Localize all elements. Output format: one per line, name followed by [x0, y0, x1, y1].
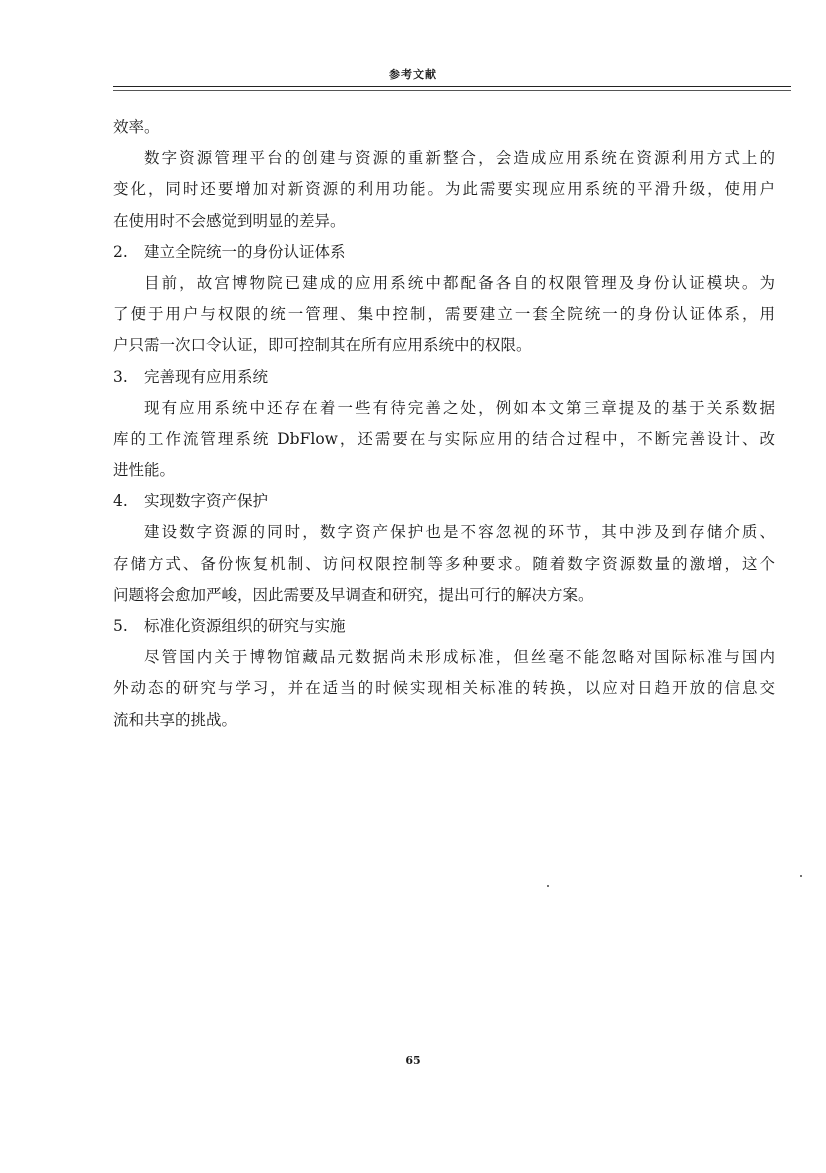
scan-speck: [800, 875, 802, 877]
running-header: 参考文献: [389, 68, 437, 81]
text-line: 问题将会愈加严峻，因此需要及早调查和研究，提出可行的解决方案。: [113, 585, 594, 604]
body-text: [113, 112, 775, 736]
text-line: 建设数字资源的同时，数字资产保护也是不容忽视的环节，其中涉及到存储介质、: [144, 523, 775, 542]
heading-text: 建立全院统一的身份认证体系: [144, 242, 346, 261]
scan-speck: [547, 885, 549, 887]
text-line: 尽管国内关于博物馆藏品元数据尚未形成标准，但丝毫不能忽略对国际标准与国内: [144, 648, 775, 667]
text-line: 流和共享的挑战。: [113, 710, 238, 729]
section-heading: [113, 362, 775, 393]
section-heading: [113, 611, 775, 642]
header-rule-thin: [113, 90, 791, 91]
header-rule: [113, 86, 791, 87]
heading-number: 2.: [113, 242, 128, 261]
text-line: 外动态的研究与学习，并在适当的时候实现相关标准的转换，以应对日趋开放的信息交: [113, 679, 775, 698]
text-line: 在使用时不会感觉到明显的差异。: [113, 211, 346, 230]
text-line: 数字资源管理平台的创建与资源的重新整合，会造成应用系统在资源利用方式上的: [144, 149, 775, 168]
heading-text: 标准化资源组织的研究与实施: [144, 617, 346, 635]
text-line: 进性能。: [113, 461, 176, 480]
section-heading: [113, 237, 775, 268]
section-heading: [113, 486, 775, 517]
text-line: 户只需一次口令认证，即可控制其在所有应用系统中的权限。: [113, 336, 532, 355]
heading-number: 3.: [113, 367, 128, 386]
page-number: 65: [405, 1054, 421, 1067]
text-line: 现有应用系统中还存在着一些有待完善之处，例如本文第三章提及的基于关系数据: [144, 398, 775, 417]
heading-text: 实现数字资产保护: [144, 492, 269, 511]
heading-number: 4.: [113, 492, 128, 511]
text-line: 了便于用户与权限的统一管理、集中控制，需要建立一套全院统一的身份认证体系，用: [113, 305, 775, 324]
text-line: 目前，故宫博物院已建成的应用系统中都配备各自的权限管理及身份认证模块。为: [144, 273, 775, 292]
text-line: 库的工作流管理系统 DbFlow，还需要在与实际应用的结合过程中，不断完善设计、改: [113, 429, 775, 448]
text-line: 存储方式、备份恢复机制、访问权限控制等多种要求。随着数字资源数量的激增，这个: [113, 554, 775, 573]
text-line: 效率。: [113, 118, 160, 136]
heading-number: 5.: [113, 617, 128, 635]
text-line: 变化，同时还要增加对新资源的利用功能。为此需要实现应用系统的平滑升级，使用户: [113, 180, 775, 199]
heading-text: 完善现有应用系统: [144, 367, 269, 386]
